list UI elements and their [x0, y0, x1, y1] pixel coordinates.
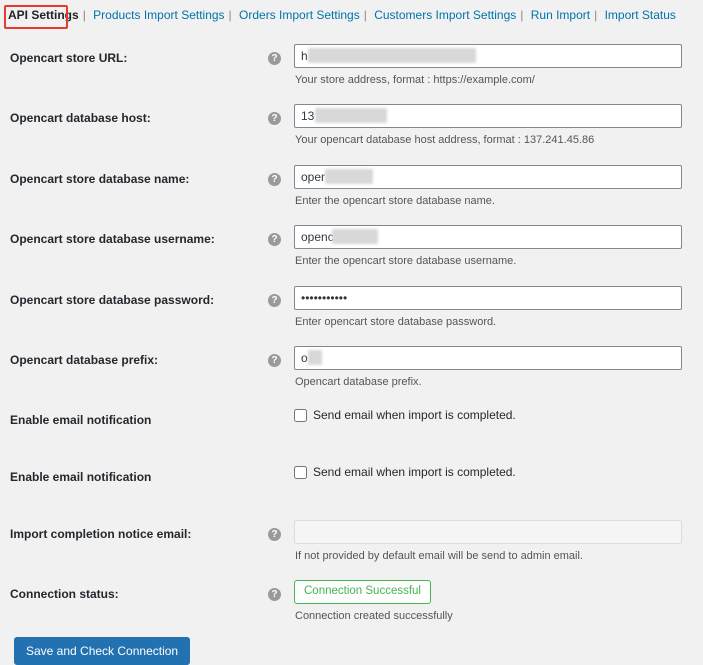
- label-database-password: Opencart store database password:: [10, 292, 215, 307]
- desc-connection-status: Connection created successfully: [295, 610, 453, 623]
- row-database-password: [6, 272, 698, 332]
- database-password-input[interactable]: [294, 286, 682, 310]
- email-notification-checkbox-2[interactable]: [294, 466, 307, 479]
- desc-database-username: Enter the opencart store database username.: [295, 255, 517, 268]
- desc-database-host: Your opencart database host address, format : 137.241.45.86: [295, 134, 595, 147]
- tab-separator-4: |: [520, 8, 524, 22]
- api-settings-form: [0, 30, 703, 665]
- tab-orders-import-settings[interactable]: Orders Import Settings: [239, 8, 360, 22]
- redaction-database-name: [325, 169, 373, 184]
- row-connection-status: [6, 566, 698, 626]
- row-store-url: [6, 30, 698, 90]
- tab-separator-1: |: [82, 8, 86, 22]
- label-database-username: Opencart store database username:: [10, 232, 215, 247]
- desc-notice-email: If not provided by default email will be send to admin email.: [295, 549, 583, 562]
- field-holder-database-prefix: [294, 346, 682, 370]
- row-database-host: [6, 90, 698, 150]
- redaction-database-prefix: [308, 350, 322, 365]
- label-email-notification-1: Enable email notification: [10, 413, 152, 428]
- desc-database-prefix: Opencart database prefix.: [295, 375, 422, 388]
- tab-products-import-settings[interactable]: Products Import Settings: [93, 8, 225, 22]
- database-prefix-input[interactable]: [294, 346, 682, 370]
- desc-store-url: Your store address, format : https://example.com/: [295, 74, 535, 86]
- email-notification-option-2[interactable]: Send email when import is completed.: [313, 465, 516, 480]
- redaction-database-username: [332, 229, 378, 244]
- save-and-check-connection-button[interactable]: Save and Check Connection: [14, 637, 190, 665]
- label-store-url: Opencart store URL:: [10, 51, 128, 65]
- field-holder-database-host: [294, 104, 682, 128]
- tab-separator-2: |: [228, 8, 232, 22]
- label-connection-status: Connection status:: [10, 587, 119, 602]
- desc-database-name: Enter the opencart store database name.: [295, 194, 495, 207]
- label-database-host: Opencart database host:: [10, 111, 151, 126]
- notice-email-input[interactable]: [294, 520, 682, 544]
- label-notice-email: Import completion notice email:: [10, 526, 192, 541]
- help-icon-database-host[interactable]: ?: [268, 112, 281, 125]
- tab-api-settings[interactable]: API Settings: [8, 8, 79, 22]
- row-database-prefix: [6, 332, 698, 392]
- help-icon-database-name[interactable]: ?: [268, 173, 281, 186]
- tab-separator-3: |: [363, 8, 367, 22]
- field-holder-database-username: [294, 225, 682, 249]
- help-icon-connection-status[interactable]: ?: [268, 588, 281, 601]
- email-notification-checkbox-1[interactable]: [294, 409, 307, 422]
- row-email-notification-2: [6, 449, 698, 506]
- redaction-database-host: [315, 108, 387, 123]
- help-icon-notice-email[interactable]: ?: [268, 528, 281, 541]
- row-email-notification-1: [6, 392, 698, 449]
- help-icon-database-prefix[interactable]: ?: [268, 354, 281, 367]
- checkbox-row-email-notification-1[interactable]: [294, 406, 698, 422]
- tab-customers-import-settings[interactable]: Customers Import Settings: [374, 8, 517, 22]
- settings-table: [6, 30, 698, 627]
- settings-tab-bar[interactable]: [0, 0, 703, 30]
- field-holder-database-name: [294, 165, 682, 189]
- connection-status-badge: Connection Successful: [294, 580, 431, 604]
- label-email-notification-2: Enable email notification: [10, 470, 152, 485]
- row-database-name: [6, 151, 698, 211]
- tab-separator-5: |: [594, 8, 598, 22]
- label-database-prefix: Opencart database prefix:: [10, 352, 159, 367]
- row-notice-email: [6, 506, 698, 566]
- field-holder-store-url: [294, 44, 682, 68]
- help-icon-database-password[interactable]: ?: [268, 294, 281, 307]
- help-icon-store-url[interactable]: ?: [268, 52, 281, 65]
- redaction-store-url: [308, 48, 476, 63]
- checkbox-row-email-notification-2[interactable]: [294, 463, 698, 479]
- email-notification-option-1[interactable]: Send email when import is completed.: [313, 408, 516, 423]
- tab-import-status[interactable]: Import Status: [604, 8, 676, 22]
- form-footer: [6, 627, 697, 665]
- help-icon-database-username[interactable]: ?: [268, 233, 281, 246]
- tab-run-import[interactable]: Run Import: [530, 8, 591, 22]
- field-holder-database-password: [294, 286, 682, 310]
- label-database-name: Opencart store database name:: [10, 171, 190, 186]
- row-database-username: [6, 211, 698, 271]
- desc-database-password: Enter opencart store database password.: [295, 315, 497, 328]
